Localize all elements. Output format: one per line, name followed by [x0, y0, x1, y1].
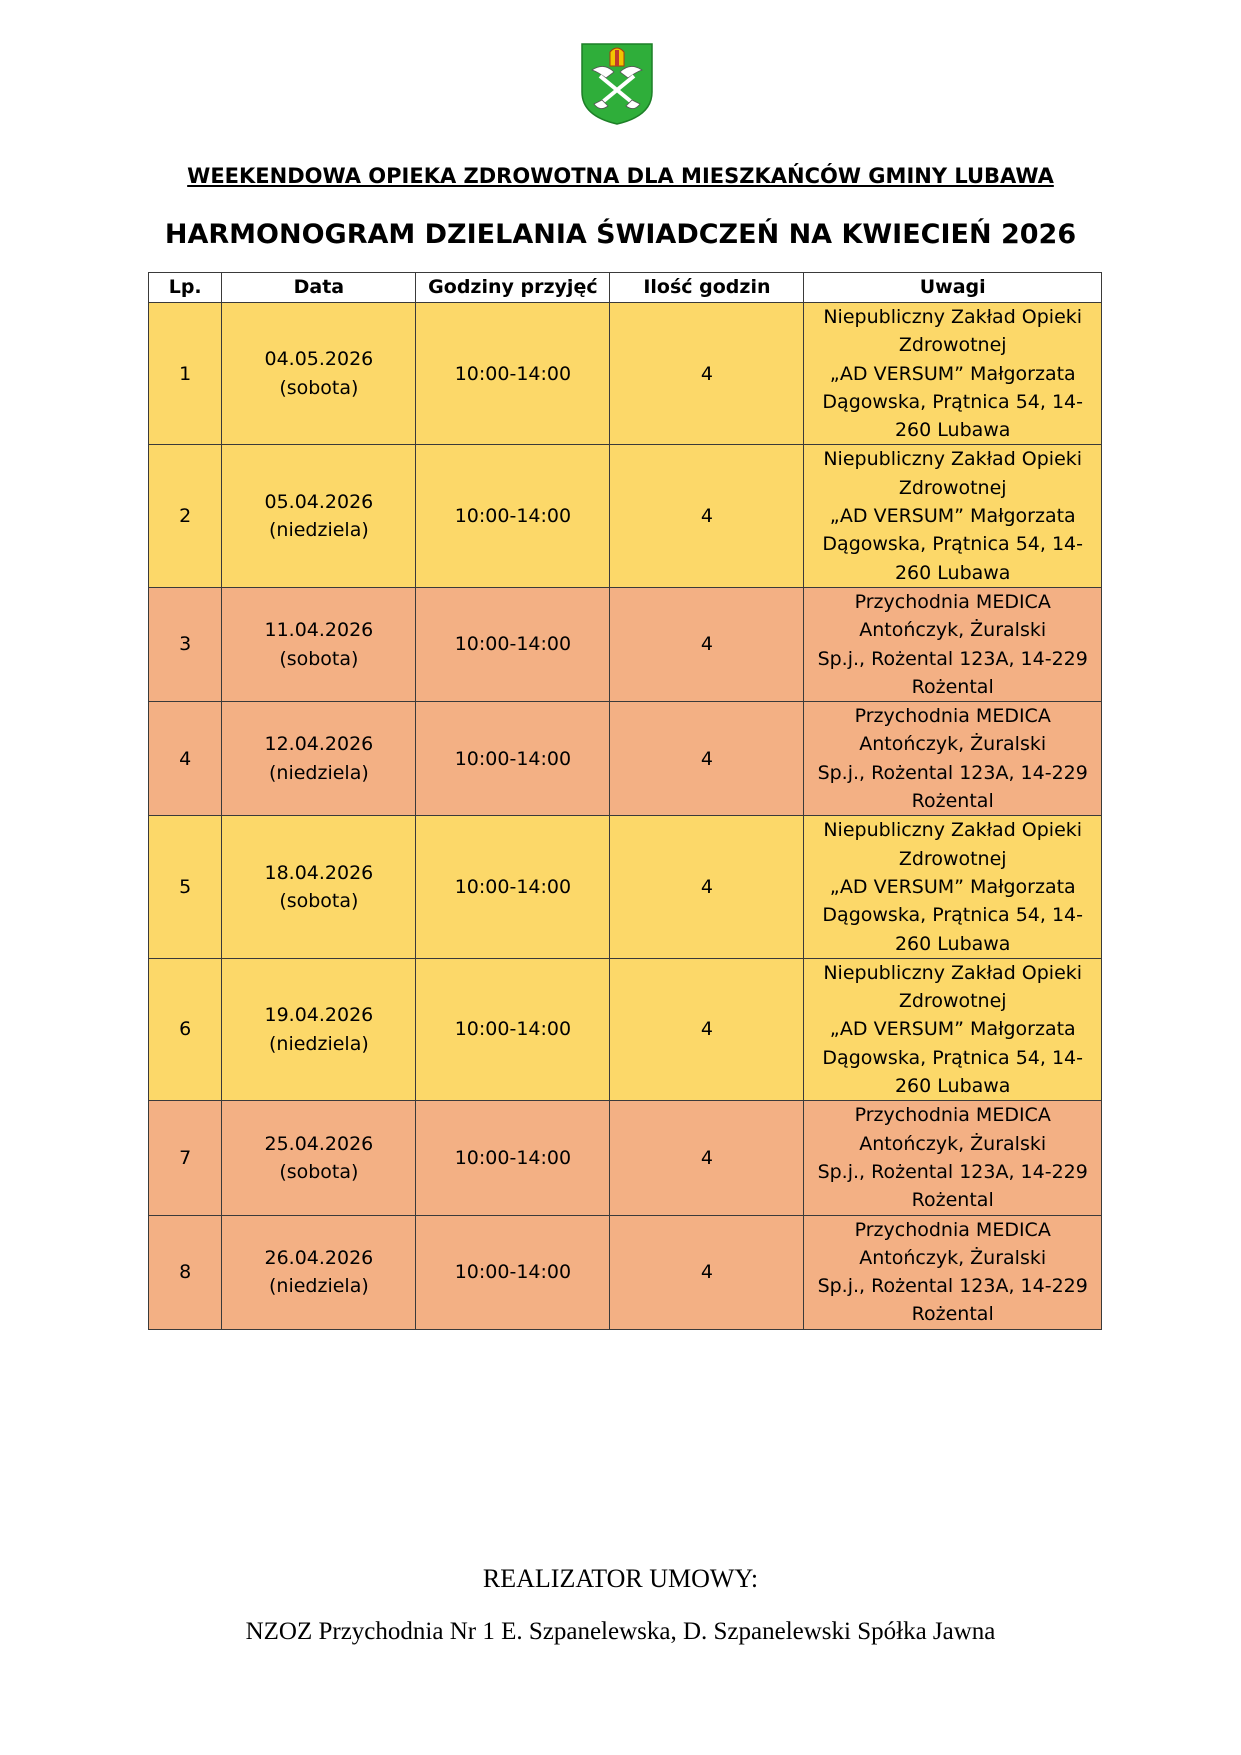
- cell-lp: 2: [149, 445, 222, 587]
- day-name: (niedziela): [269, 519, 369, 542]
- notes-line: 260 Lubawa: [894, 419, 1011, 442]
- schedule-table: [148, 272, 1102, 1330]
- document-subtitle: WEEKENDOWA OPIEKA ZDROWOTNA DLA MIESZKAŃCÓW GMINY LUBAWA: [187, 164, 1054, 188]
- table-row: [149, 445, 1102, 587]
- notes-line: Antończyk, Żuralski: [859, 733, 1047, 756]
- notes-line: Dągowska, Prątnica 54, 14-: [822, 533, 1083, 556]
- notes-line: Przychodnia MEDICA: [854, 705, 1051, 728]
- cell-count: 4: [610, 1215, 804, 1329]
- cell-notes: [804, 816, 1102, 958]
- notes-line: Dągowska, Prątnica 54, 14-: [822, 1046, 1083, 1069]
- notes-line: Antończyk, Żuralski: [859, 1246, 1047, 1269]
- cell-lp: 1: [149, 303, 222, 445]
- notes-line: Niepubliczny Zakład Opieki: [823, 819, 1083, 842]
- cell-count: 4: [610, 445, 804, 587]
- table-row: [149, 1101, 1102, 1215]
- cell-notes: [804, 958, 1102, 1100]
- date-value: 26.04.2026: [264, 1246, 374, 1269]
- cell-date: [222, 587, 416, 701]
- notes-line: „AD VERSUM” Małgorzata: [829, 362, 1076, 385]
- date-value: 05.04.2026: [264, 490, 374, 513]
- cell-date: [222, 1215, 416, 1329]
- notes-line: Sp.j., Rożental 123A, 14-229: [817, 1275, 1088, 1298]
- cell-hours: 10:00-14:00: [416, 816, 610, 958]
- cell-date: [222, 1101, 416, 1215]
- cell-hours: 10:00-14:00: [416, 303, 610, 445]
- notes-line: Sp.j., Rożental 123A, 14-229: [817, 1160, 1088, 1183]
- notes-line: Rożental: [911, 675, 994, 698]
- notes-line: Dągowska, Prątnica 54, 14-: [822, 390, 1083, 413]
- cell-date: [222, 702, 416, 816]
- notes-line: Niepubliczny Zakład Opieki: [823, 306, 1083, 328]
- table-row: [149, 1215, 1102, 1329]
- cell-lp: 6: [149, 958, 222, 1100]
- cell-hours: 10:00-14:00: [416, 1101, 610, 1215]
- cell-notes: [804, 303, 1102, 445]
- notes-line: Przychodnia MEDICA: [854, 590, 1051, 613]
- notes-line: Dągowska, Prątnica 54, 14-: [822, 904, 1083, 927]
- footer-contractor: NZOZ Przychodnia Nr 1 E. Szpanelewska, D. Szpanelewski Spółka Jawna: [245, 1618, 996, 1645]
- cell-hours: 10:00-14:00: [416, 1215, 610, 1329]
- notes-line: 260 Lubawa: [894, 932, 1011, 955]
- date-value: 11.04.2026: [264, 619, 374, 642]
- footer-label: REALIZATOR UMOWY:: [482, 1564, 759, 1593]
- document-title: HARMONOGRAM DZIELANIA ŚWIADCZEŃ NA KWIECIEŃ 2026: [164, 219, 1077, 250]
- notes-line: Sp.j., Rożental 123A, 14-229: [817, 761, 1088, 784]
- cell-hours: 10:00-14:00: [416, 587, 610, 701]
- notes-line: Zdrowotnej: [898, 847, 1007, 870]
- cell-notes: [804, 587, 1102, 701]
- table-row: [149, 816, 1102, 958]
- cell-hours: 10:00-14:00: [416, 958, 610, 1100]
- schedule-table-body: [149, 303, 1102, 1330]
- column-header-lp: Lp.: [149, 273, 222, 303]
- date-value: 12.04.2026: [264, 733, 374, 756]
- column-header-date: Data: [222, 273, 416, 303]
- cell-count: 4: [610, 702, 804, 816]
- cell-notes: [804, 702, 1102, 816]
- notes-line: Rożental: [911, 1189, 994, 1212]
- notes-line: Niepubliczny Zakład Opieki: [823, 448, 1083, 471]
- cell-notes: [804, 1215, 1102, 1329]
- notes-line: Sp.j., Rożental 123A, 14-229: [817, 647, 1088, 670]
- notes-line: „AD VERSUM” Małgorzata: [829, 505, 1076, 528]
- cell-count: 4: [610, 958, 804, 1100]
- cell-lp: 5: [149, 816, 222, 958]
- notes-line: „AD VERSUM” Małgorzata: [829, 875, 1076, 898]
- notes-line: 260 Lubawa: [894, 561, 1011, 584]
- notes-line: Przychodnia MEDICA: [854, 1218, 1051, 1241]
- notes-line: Zdrowotnej: [898, 476, 1007, 499]
- date-value: 19.04.2026: [264, 1004, 374, 1027]
- cell-lp: 3: [149, 587, 222, 701]
- column-header-notes: Uwagi: [804, 273, 1102, 303]
- cell-lp: 4: [149, 702, 222, 816]
- date-value: 18.04.2026: [264, 861, 374, 884]
- cell-lp: 7: [149, 1101, 222, 1215]
- table-row: [149, 702, 1102, 816]
- cell-hours: 10:00-14:00: [416, 445, 610, 587]
- cell-date: [222, 958, 416, 1100]
- date-value: 04.05.2026: [264, 348, 374, 371]
- cell-lp: 8: [149, 1215, 222, 1329]
- notes-line: Niepubliczny Zakład Opieki: [823, 961, 1083, 984]
- day-name: (sobota): [279, 890, 359, 913]
- day-name: (sobota): [279, 647, 359, 670]
- notes-line: Rożental: [911, 1303, 994, 1326]
- cell-date: [222, 303, 416, 445]
- column-header-hours: Godziny przyjęć: [416, 273, 610, 303]
- notes-line: Zdrowotnej: [898, 990, 1007, 1013]
- table-header-row: [149, 273, 1102, 303]
- cell-date: [222, 816, 416, 958]
- cell-hours: 10:00-14:00: [416, 702, 610, 816]
- day-name: (niedziela): [269, 1032, 369, 1055]
- day-name: (niedziela): [269, 1275, 369, 1298]
- cell-count: 4: [610, 587, 804, 701]
- day-name: (niedziela): [269, 761, 369, 784]
- cell-notes: [804, 1101, 1102, 1215]
- day-name: (sobota): [279, 1160, 359, 1183]
- notes-line: Rożental: [911, 790, 994, 813]
- notes-line: Przychodnia MEDICA: [854, 1104, 1051, 1127]
- cell-count: 4: [610, 303, 804, 445]
- notes-line: „AD VERSUM” Małgorzata: [829, 1018, 1076, 1041]
- cell-date: [222, 445, 416, 587]
- cell-count: 4: [610, 1101, 804, 1215]
- cell-notes: [804, 445, 1102, 587]
- notes-line: Zdrowotnej: [898, 334, 1007, 357]
- date-value: 25.04.2026: [264, 1132, 374, 1155]
- notes-line: Antończyk, Żuralski: [859, 1132, 1047, 1155]
- notes-line: 260 Lubawa: [894, 1075, 1011, 1098]
- cell-count: 4: [610, 816, 804, 958]
- table-row: [149, 587, 1102, 701]
- notes-line: Antończyk, Żuralski: [859, 619, 1047, 642]
- table-row: [149, 303, 1102, 445]
- coat-of-arms-icon: [580, 42, 654, 126]
- column-header-count: Ilość godzin: [610, 273, 804, 303]
- table-row: [149, 958, 1102, 1100]
- day-name: (sobota): [279, 376, 359, 399]
